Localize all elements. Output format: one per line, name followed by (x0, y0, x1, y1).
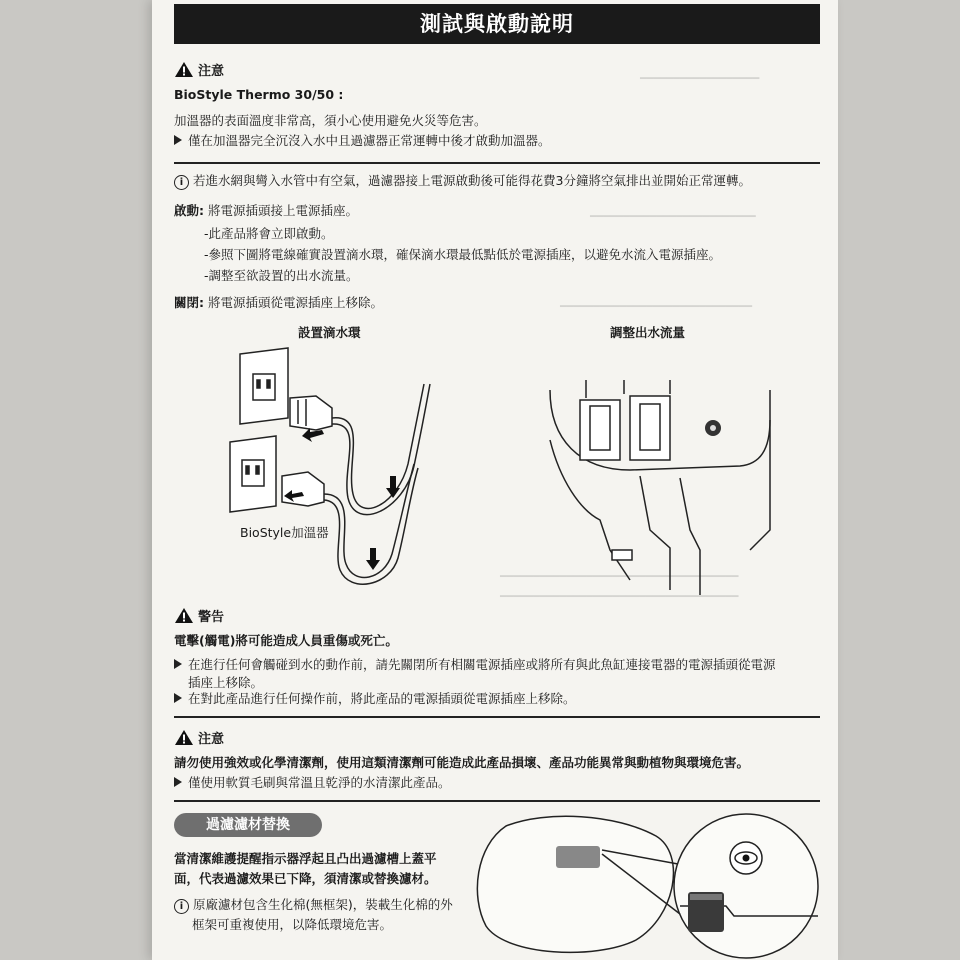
filter-info-continued: 框架可重複使用，以降低環境危害。 (192, 917, 393, 932)
filter-text-line1: 當清潔維護提醒指示器浮起且凸出過濾槽上蓋平 (174, 851, 437, 866)
warning-bullet (174, 690, 576, 708)
warning-bullet-text: 在對此產品進行任何操作前，將此產品的電源插頭從電源插座上移除。 (188, 691, 576, 706)
warning-bullet-text: 在進行任何會觸碰到水的動作前，請先關閉所有相關電源插座或將所有與此魚缸連接電器的電源插頭從電源 (188, 657, 776, 672)
startup-item: -此產品將會立即啟動。 (204, 226, 334, 241)
shutdown-line (174, 294, 383, 312)
warning-triangle-icon (174, 61, 194, 78)
triangle-bullet-icon (174, 659, 182, 669)
warning-bullet-continued: 插座上移除。 (188, 675, 264, 690)
triangle-bullet-icon (174, 693, 182, 703)
figure-title-flow: 調整出水流量 (610, 325, 686, 340)
filter-indicator-illustration (466, 806, 826, 960)
triangle-bullet-icon (174, 135, 182, 145)
caution-heading (174, 728, 224, 747)
device-label: BioStyle加溫器 (240, 525, 329, 540)
info-note-text: 若進水網與彎入水管中有空氣，過濾器接上電源啟動後可能得花費3分鐘將空氣排出並開始正常運轉。 (193, 173, 751, 188)
caution-heading (174, 60, 224, 79)
warning-heading (174, 606, 224, 625)
filter-info-text: 原廠濾材包含生化棉(無框架)，裝載生化棉的外 (193, 897, 453, 912)
divider (174, 162, 820, 164)
drip-loop-illustration (228, 344, 458, 594)
filter-info (174, 896, 453, 914)
eye-icon (730, 842, 762, 874)
caution-text: 請勿使用強效或化學清潔劑，使用這類清潔劑可能造成此產品損壞、產品功能異常與動植物與環境危害。 (174, 755, 750, 770)
warning-triangle-icon (174, 607, 194, 624)
caution-bullet-text: 僅在加溫器完全沉沒入水中且過濾器正常運轉中後才啟動加溫器。 (188, 133, 551, 148)
shutdown-text: 將電源插頭從電源插座上移除。 (207, 295, 383, 310)
filter-text-line2: 面，代表過濾效果已下降，須清潔或替換濾材。 (174, 871, 437, 886)
caution-text: 加溫器的表面溫度非常高，須小心使用避免火災等危害。 (174, 113, 487, 128)
shutdown-label: 關閉: (174, 295, 204, 310)
startup-item: -參照下圖將電線確實設置滴水環，確保滴水環最低點低於電源插座，以避免水流入電源插座。 (204, 247, 722, 262)
caution-bullet-text: 僅使用軟質毛刷與常溫且乾淨的水清潔此產品。 (188, 775, 451, 790)
info-circle-icon: i (174, 899, 189, 914)
warning-triangle-icon (174, 729, 194, 746)
info-note (174, 172, 751, 190)
startup-item: -調整至欲設置的出水流量。 (204, 268, 359, 283)
startup-text: 將電源插頭接上電源插座。 (207, 203, 358, 218)
model-name: BioStyle Thermo 30/50 : (174, 87, 344, 102)
warning-bullet (174, 656, 776, 674)
caution-heading-text: 注意 (198, 732, 225, 747)
startup-line (174, 202, 358, 220)
caution-bullet (174, 132, 551, 150)
section-title-filter-replacement: 過濾濾材替換 (174, 813, 322, 837)
figure-title-drip-loop: 設置滴水環 (298, 325, 361, 340)
flow-adjust-illustration (520, 380, 820, 600)
caution-heading-text: 注意 (198, 64, 225, 79)
warning-text: 電擊(觸電)將可能造成人員重傷或死亡。 (174, 633, 398, 648)
warning-heading-text: 警告 (198, 610, 225, 625)
divider (174, 716, 820, 718)
triangle-bullet-icon (174, 777, 182, 787)
startup-label: 啟動: (174, 203, 204, 218)
page-title: 測試與啟動說明 (174, 4, 820, 44)
info-circle-icon: i (174, 175, 189, 190)
divider (174, 800, 820, 802)
caution-bullet (174, 774, 451, 792)
